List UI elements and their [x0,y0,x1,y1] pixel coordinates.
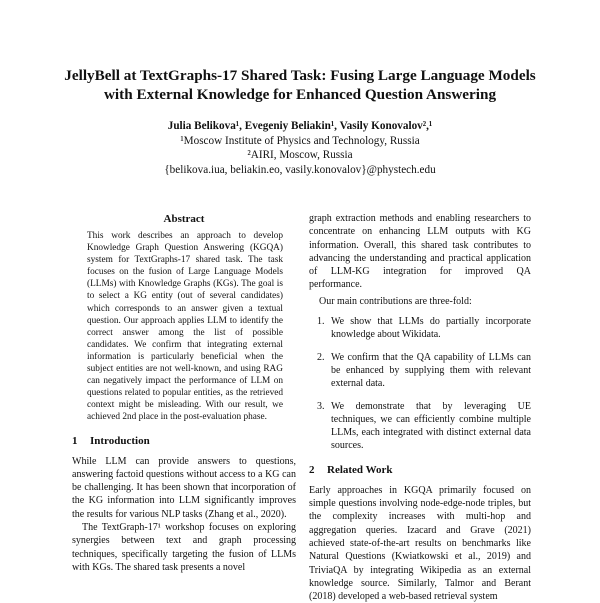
list-item [309,400,531,453]
list-item [309,315,531,342]
list-item-text: We demonstrate that by leveraging UE techniques, we can efficiently combine multiple LLMs, each integrated with distinct external data sources. [331,400,531,452]
abstract-heading: Abstract [163,213,205,225]
list-item-text: We confirm that the QA capability of LLMs can be enhanced by supplying them with relevant external data. [331,351,531,390]
related-work-heading [309,463,531,477]
related-work-number: 2 [309,463,315,476]
introduction-title: Introduction [90,434,150,447]
list-item-text: We show that LLMs do partially incorporate knowledge about Wikidata. [331,316,531,341]
introduction-clip [72,521,296,573]
introduction-paragraph-2: The TextGraph-17¹ workshop focuses on exploring synergies between text and graph processing techniques, specifically targeting the fusion of LLMs with KGs. The shared task presents a novel [72,521,296,573]
contributions-intro: Our main contributions are three-fold: [319,295,472,307]
author-block [40,119,560,177]
related-work-clip [309,484,531,603]
author-emails: {belikova.iua, beliakin.eo, vasily.konovalov}@phystech.edu [164,163,436,176]
introduction-paragraph-1: While LLM can provide answers to questions, answering factoid questions without access to a KG can be challenging. It has been shown that incorporation of the KG information into LLM significantly improves the results for various NLP tasks (Zhang et al., 2020). [72,455,296,520]
continuation-paragraph: graph extraction methods and enabling researchers to concentrate on enhancing LLM outputs with KG information. Overall, this shared task contributes to advancing the understanding and practical application of LLM-KG integration for improved QA performance. [309,213,531,291]
contributions-list [309,315,531,453]
affiliation-2: ²AIRI, Moscow, Russia [247,149,353,161]
introduction-number: 1 [72,434,78,447]
related-work-title: Related Work [327,463,393,476]
list-item [309,351,531,391]
right-column [309,212,531,603]
title-line-2: with External Knowledge for Enhanced Question Answering [103,86,497,103]
list-marker: 3. [317,400,325,412]
author-names: Julia Belikova¹, Evegeniy Beliakin¹, Vasily Konovalov²,¹ [167,120,433,132]
list-marker: 2. [317,351,325,363]
list-marker: 1. [317,316,325,328]
introduction-heading [72,434,296,448]
affiliation-1: ¹Moscow Institute of Physics and Technology, Russia [180,134,420,147]
left-column [72,212,296,573]
paper-title [40,66,560,104]
title-line-1: JellyBell at TextGraphs-17 Shared Task: Fusing Large Language Models [64,67,536,84]
related-work-paragraph: Early approaches in KGQA primarily focused on simple questions involving node-edge-node triples, but the complexity increases with multi-hop and aggregation queries. Izacard and Grave (2021) achieved state-of-the-art results on benchmarks like Natural Questions (Kwiatkowski et al., 2019) and TriviaQA by integrating Wikipedia as an external knowledge source. Similarly, Talmor and Berant (2018) developed a web-based retrieval system [309,484,531,603]
abstract-text: This work describes an approach to develop Knowledge Graph Question Answering (KGQA) system for TextGraphs-17 shared task. The task focuses on the fusion of Large Language Models (LLMs) with Knowledge Graphs (KGs). The goal is to select a KG entity (out of several candidates) which corresponds to an answer given a textual question. Our approach applies LLM to identify the correct answer among the list of possible candidates. We confirm that integrating external information is particularly beneficial when the subject entities are not well-known, and using RAG can negatively impact the performance of LLM on questions related to popular entities, as the retrieved context might be misleading. With our result, we achieved 2nd place in the post-evaluation phase. [87,231,283,423]
